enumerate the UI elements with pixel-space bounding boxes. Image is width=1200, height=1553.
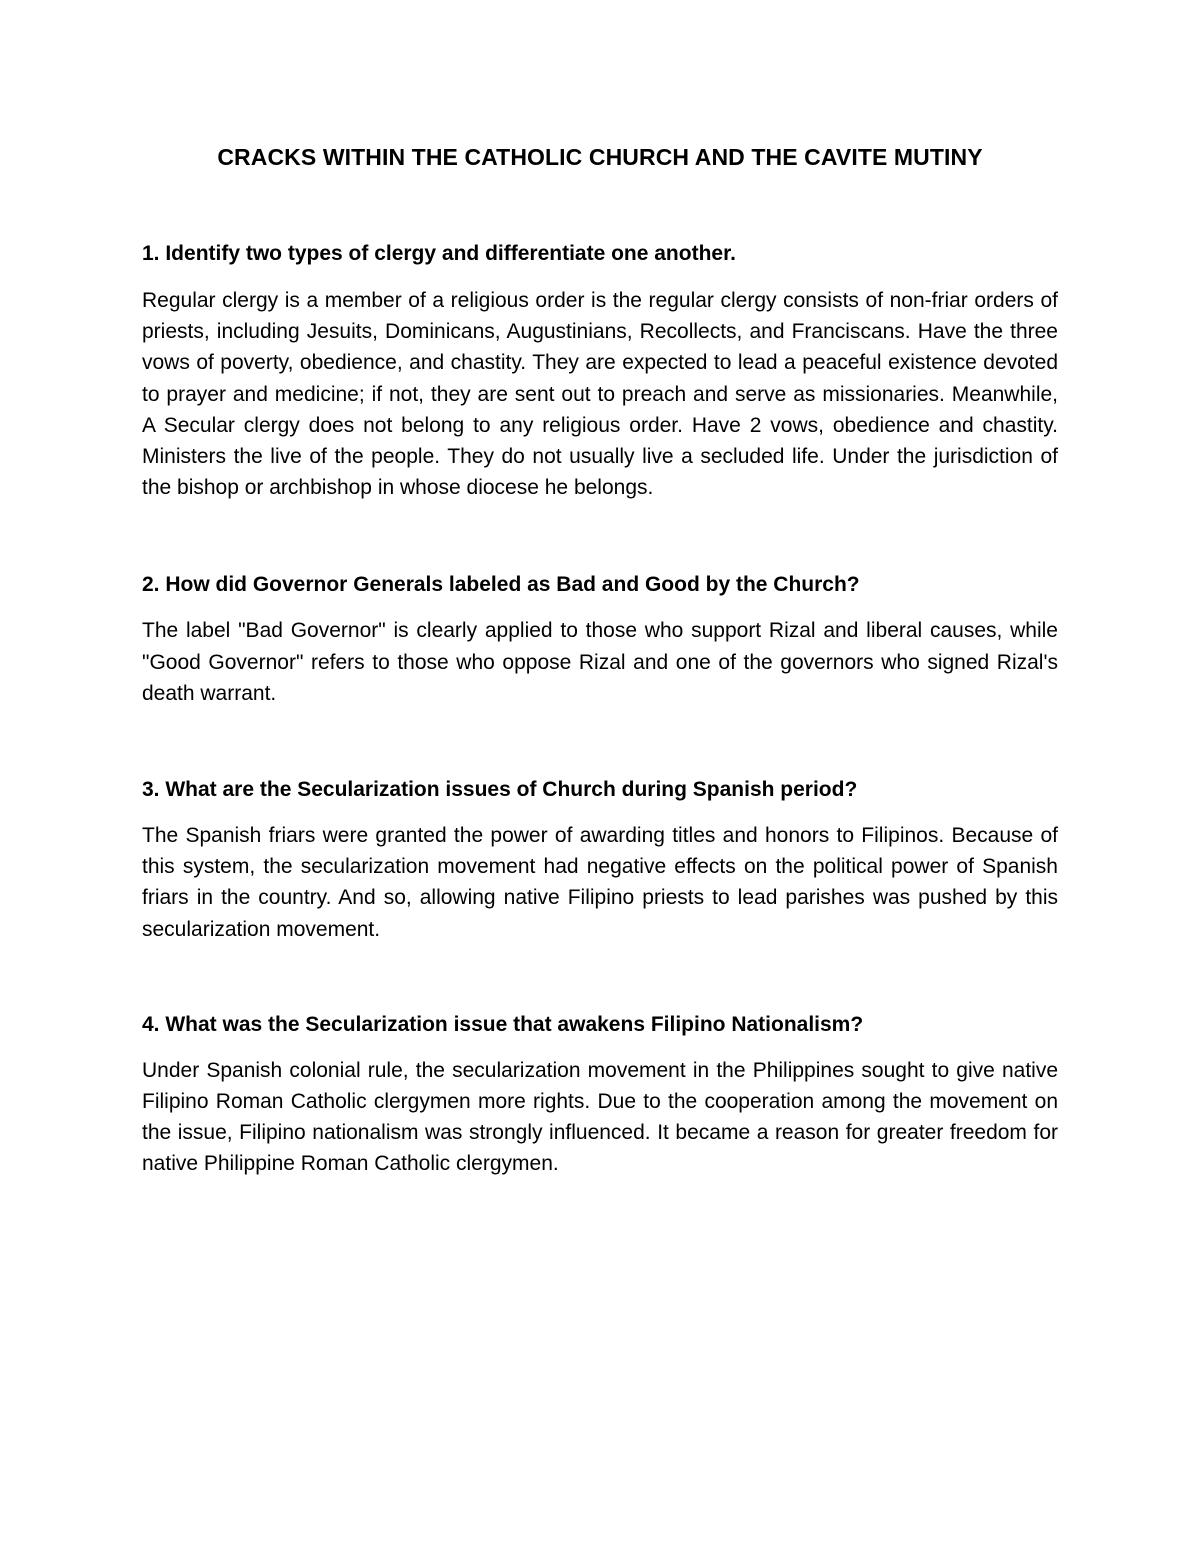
document-title: CRACKS WITHIN THE CATHOLIC CHURCH AND THE CAVITE MUTINY (217, 144, 983, 170)
question-2: 2. How did Governor Generals labeled as Bad and Good by the Church? (142, 573, 860, 597)
answer-2: The label "Bad Governor" is clearly applied to those who support Rizal and liberal causes, while "Good Governor" refers to those who oppose Rizal and one of the governors who signed Rizal's death warrant. (142, 619, 1058, 705)
answer-3: The Spanish friars were granted the power of awarding titles and honors to Filipinos. Because of this system, the secularization movement had negative effects on the political power of Spanish friars in the country. And so, allowing native Filipino priests to lead parishes was pushed by this secularization movement. (142, 824, 1058, 941)
question-4: 4. What was the Secularization issue that awakens Filipino Nationalism? (142, 1012, 864, 1036)
document-body (142, 140, 1058, 1180)
answer-4: Under Spanish colonial rule, the secularization movement in the Philippines sought to give native Filipino Roman Catholic clergymen more rights. Due to the cooperation among the movement on the issue, Filipino nationalism was strongly influenced. It became a reason for greater freedom for native Philippine Roman Catholic clergymen. (142, 1058, 1058, 1176)
answer-1: Regular clergy is a member of a religious order is the regular clergy consists of non-friar orders of priests, including Jesuits, Dominicans, Augustinians, Recollects, and Franciscans. Have the three vows of poverty, obedience, and chastity. They are expected to lead a peaceful existence devoted to prayer and medicine; if not, they are sent out to preach and serve as missionaries. Meanwhile, A Secular clergy does not belong to any religious order. Have 2 vows, obedience and chastity. Ministers the live of the people. They do not usually live a secluded life. Under the jurisdiction of the bishop or archbishop in whose diocese he belongs. (142, 289, 1058, 500)
question-3: 3. What are the Secularization issues of Church during Spanish period? (142, 778, 858, 802)
question-1: 1. Identify two types of clergy and differentiate one another. (142, 242, 736, 265)
